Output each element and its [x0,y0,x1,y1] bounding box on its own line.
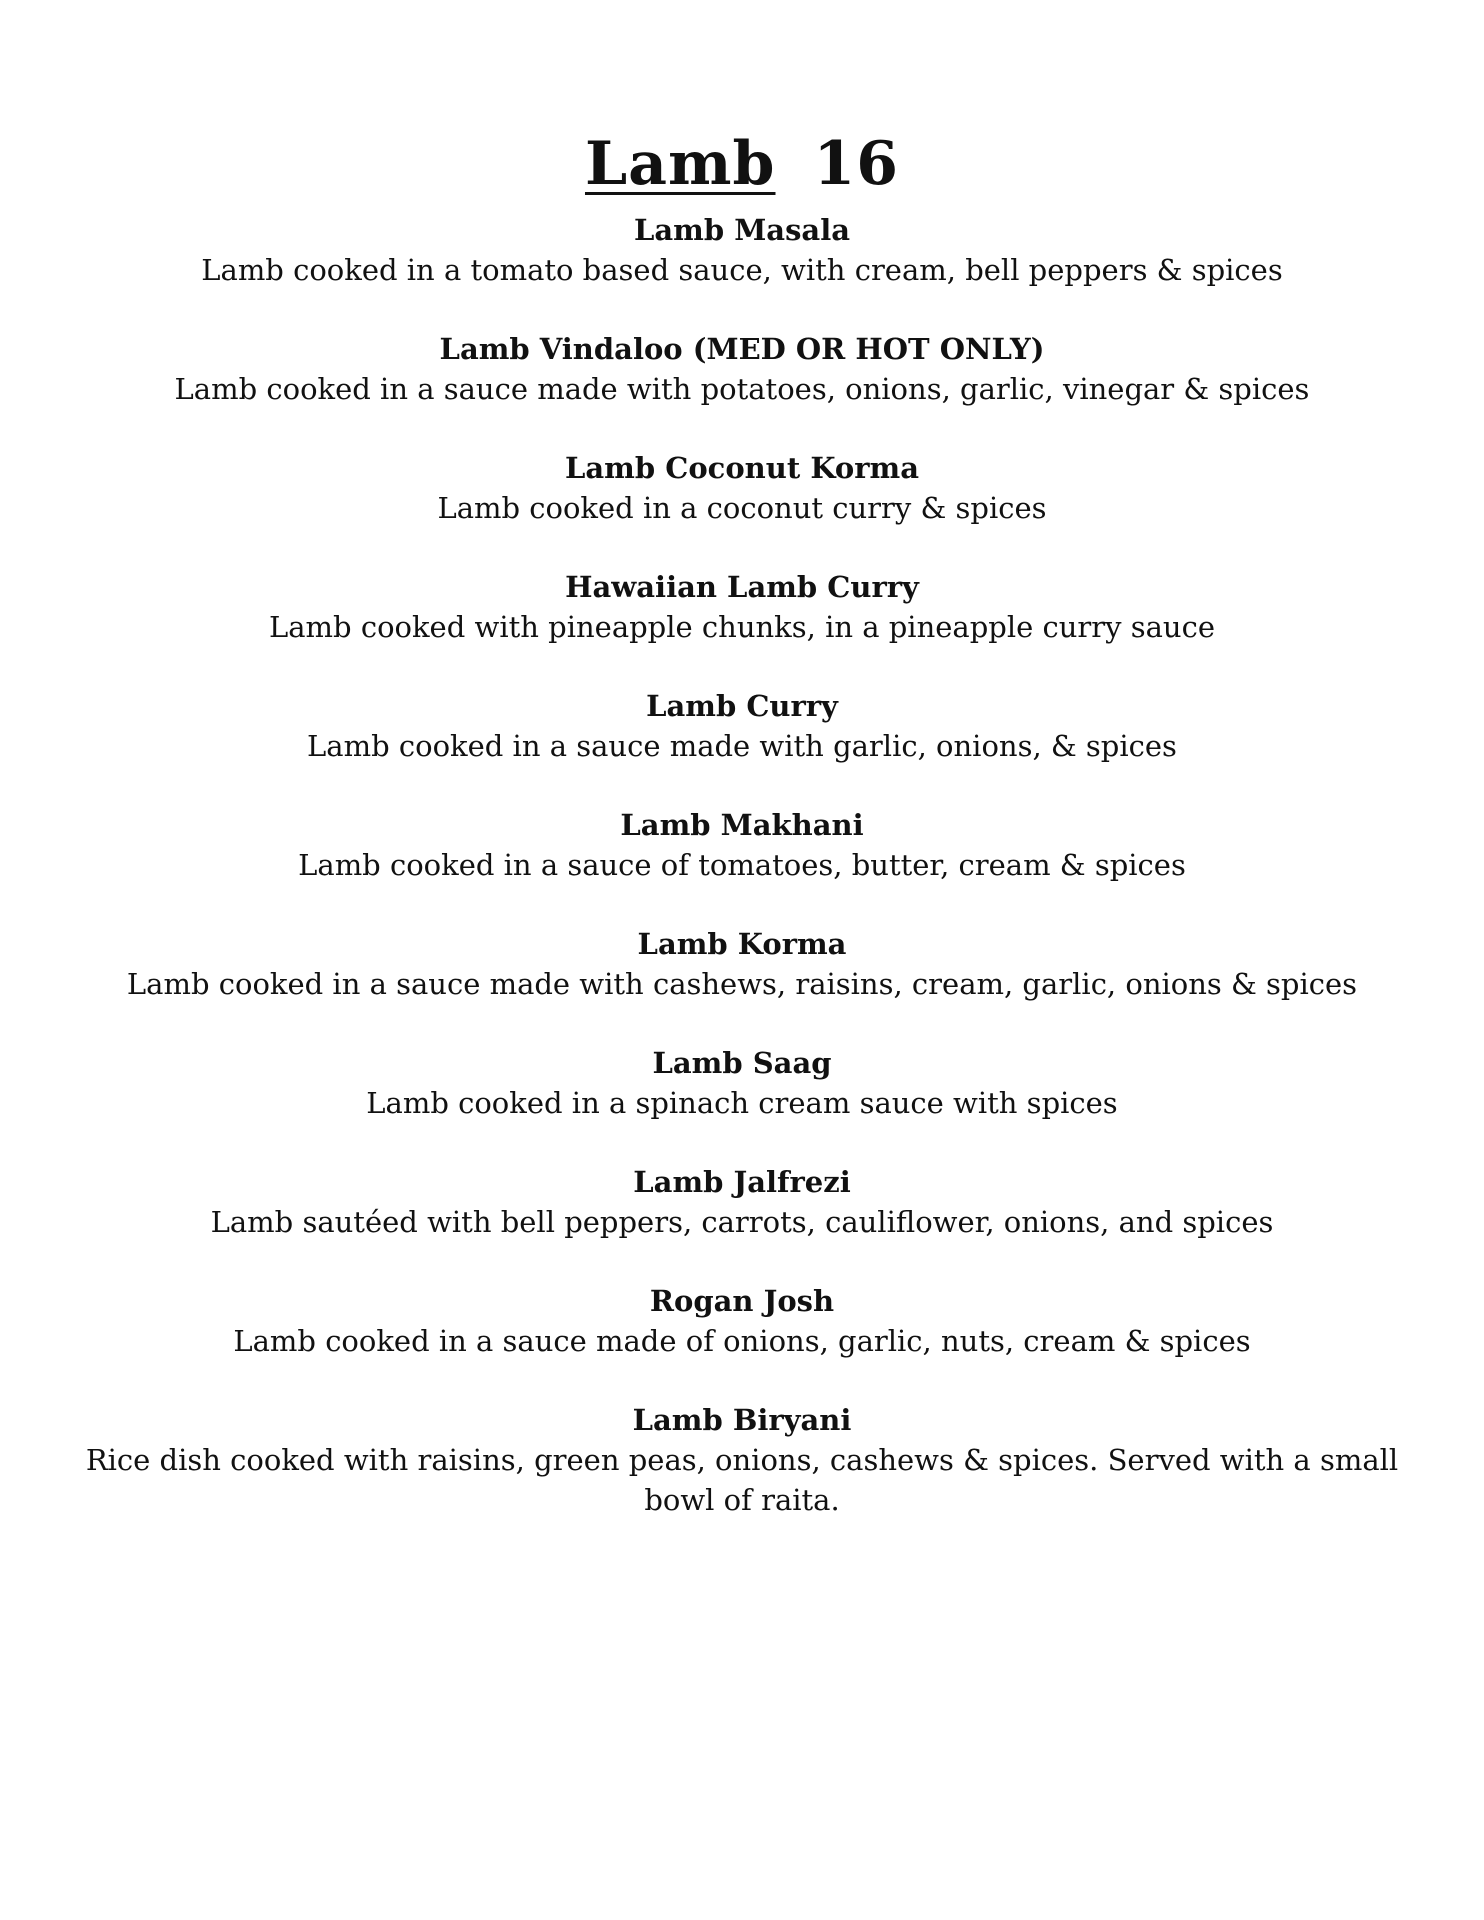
menu-item-name: Lamb Curry [646,689,838,723]
menu-item-description: Lamb cooked in a sauce made of onions, garlic, nuts, cream & spices [233,1324,1251,1358]
menu-item-description: Lamb cooked in a sauce made with garlic, onions, & spices [307,729,1177,763]
menu-item-lamb-curry [50,686,1434,766]
menu-item-list [50,210,1434,1559]
menu-item-description: Lamb cooked in a sauce made with potatoes, onions, garlic, vinegar & spices [174,372,1310,406]
menu-item-name: Rogan Josh [649,1284,835,1318]
menu-item-lamb-vindaloo [50,329,1434,409]
menu-item-name: Lamb Jalfrezi [633,1165,851,1199]
category-title: Lamb [584,129,776,200]
menu-item-name: Lamb Biryani [632,1403,852,1437]
menu-item-lamb-coconut-korma [50,448,1434,528]
menu-item-lamb-masala [50,210,1434,290]
menu-item-description: Lamb cooked with pineapple chunks, in a pineapple curry sauce [269,610,1215,644]
menu-item-description: Lamb cooked in a spinach cream sauce with spices [366,1086,1118,1120]
menu-item-lamb-makhani [50,805,1434,885]
menu-item-lamb-jalfrezi [50,1162,1434,1242]
menu-item-description: Lamb cooked in a sauce of tomatoes, butter, cream & spices [298,848,1186,882]
menu-item-description: Lamb cooked in a sauce made with cashews, raisins, cream, garlic, onions & spices [126,967,1358,1001]
menu-item-lamb-biryani [50,1400,1434,1520]
menu-item-name: Lamb Saag [652,1046,832,1080]
menu-item-description: Lamb cooked in a tomato based sauce, with cream, bell peppers & spices [201,253,1283,287]
menu-item-name: Lamb Masala [633,213,851,247]
menu-item-name: Hawaiian Lamb Curry [565,570,919,604]
menu-item-name: Lamb Coconut Korma [565,451,919,485]
menu-item-description: Lamb sautéed with bell peppers, carrots, cauliflower, onions, and spices [210,1205,1274,1239]
menu-item-description: Lamb cooked in a coconut curry & spices [437,491,1047,525]
page-title [0,128,1484,200]
menu-item-description: Rice dish cooked with raisins, green peas, onions, cashews & spices. Served with a small bowl of raita. [85,1443,1399,1517]
category-price: 16 [813,129,899,200]
menu-item-lamb-saag [50,1043,1434,1123]
menu-item-lamb-korma [50,924,1434,1004]
menu-item-name: Lamb Makhani [620,808,864,842]
menu-item-name: Lamb Korma [637,927,847,961]
menu-item-hawaiian-lamb-curry [50,567,1434,647]
menu-item-name: Lamb Vindaloo (MED OR HOT ONLY) [439,332,1045,366]
menu-item-rogan-josh [50,1281,1434,1361]
